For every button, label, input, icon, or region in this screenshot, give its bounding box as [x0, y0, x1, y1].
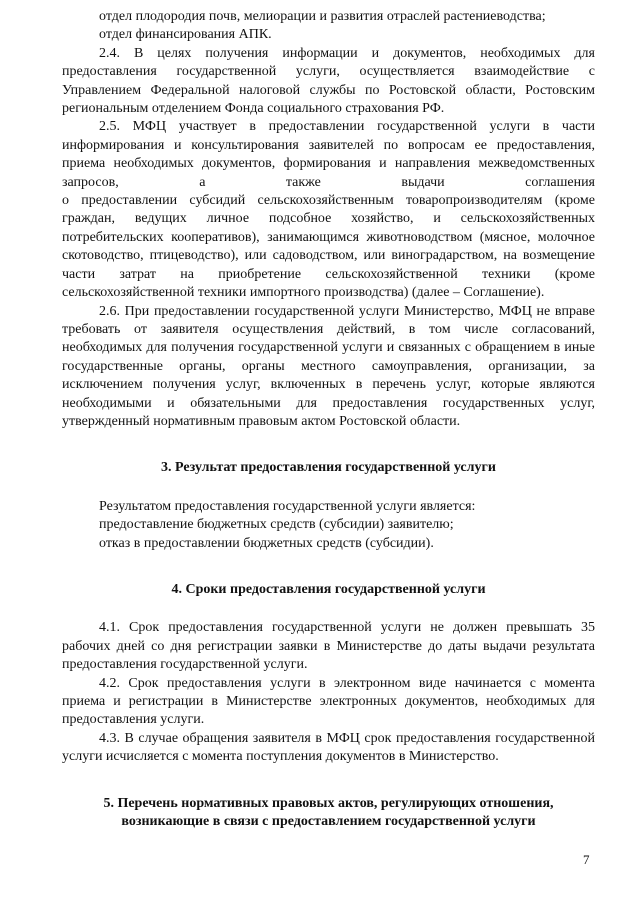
paragraph-3-refusal: отказ в предоставлении бюджетных средств (субсидии). — [99, 535, 434, 551]
section-heading-5-line2: возникающие в связи с предоставлением государственной услуги — [121, 814, 536, 830]
paragraph-4-2: 4.2. Срок предоставления услуги в электронном виде начинается с момента приема и регистрации в Министерстве электронных документов, необходимых для предоставления услуги. — [62, 675, 595, 728]
paragraph-3-grant: предоставление бюджетных средств (субсидии) заявителю; — [99, 517, 454, 533]
paragraph-4-1: 4.1. Срок предоставления государственной услуги не должен превышать 35 рабочих дней со дня регистрации заявки в Министерстве до даты выдачи результата предоставления государственной услуги. — [62, 620, 595, 673]
paragraph-department-1: отдел плодородия почв, мелиорации и развития отраслей растениеводства; — [99, 9, 546, 24]
section-heading-3: 3. Результат предоставления государственной услуги — [161, 460, 496, 476]
paragraph-department-2: отдел финансирования АПК. — [99, 27, 272, 43]
page-number: 7 — [583, 852, 590, 867]
document-page — [62, 8, 595, 831]
section-heading-4: 4. Сроки предоставления государственной услуги — [171, 581, 486, 597]
paragraph-3-result: Результатом предоставления государственной услуги является: — [99, 498, 476, 514]
paragraph-2-5-part2: о предоставлении субсидий сельскохозяйственным товаропроизводителям (кроме граждан, ведущих личное подсобное хозяйство, и сельскохозяйственных потребительских кооперативов), занимающимся животноводством (мясное, молочное скотоводство, птицеводство), или садоводством, или виноградарством, на возмещение части затрат на приобретение сельскохозяйственной техники (кроме сельскохозяйственной техники импортного производства) (далее – Соглашение). — [62, 193, 595, 301]
paragraph-2-5-part1: 2.5. МФЦ участвует в предоставлении государственной услуги в части информирования и консультирования заявителей по вопросам ее предоставления, приема необходимых документов, формирования и направления межведомственных запросов, а также выдачи соглашения — [62, 119, 595, 190]
section-heading-5-line1: 5. Перечень нормативных правовых актов, регулирующих отношения, — [103, 795, 554, 811]
paragraph-2-4: 2.4. В целях получения информации и документов, необходимых для предоставления государственной услуги, осуществляется взаимодействие с Управлением Федеральной налоговой службы по Ростовской области, Ростовским региональным отделением Фонда социального страхования РФ. — [62, 45, 595, 117]
paragraph-4-3: 4.3. В случае обращения заявителя в МФЦ срок предоставления государственной услуги исчисляется с момента поступления документов в Министерство. — [62, 730, 595, 765]
paragraph-2-6: 2.6. При предоставлении государственной услуги Министерство, МФЦ не вправе требовать от заявителя осуществления действий, в том числе согласований, необходимых для получения государственной услуги и связанных с обращением в иные государственные органы, органы местного самоуправления, организации, за исключением получения услуг, включенных в перечень услуг, которые являются необходимыми и обязательными для предоставления государственных услуг, утвержденный нормативным правовым актом Ростовской области. — [62, 303, 595, 429]
